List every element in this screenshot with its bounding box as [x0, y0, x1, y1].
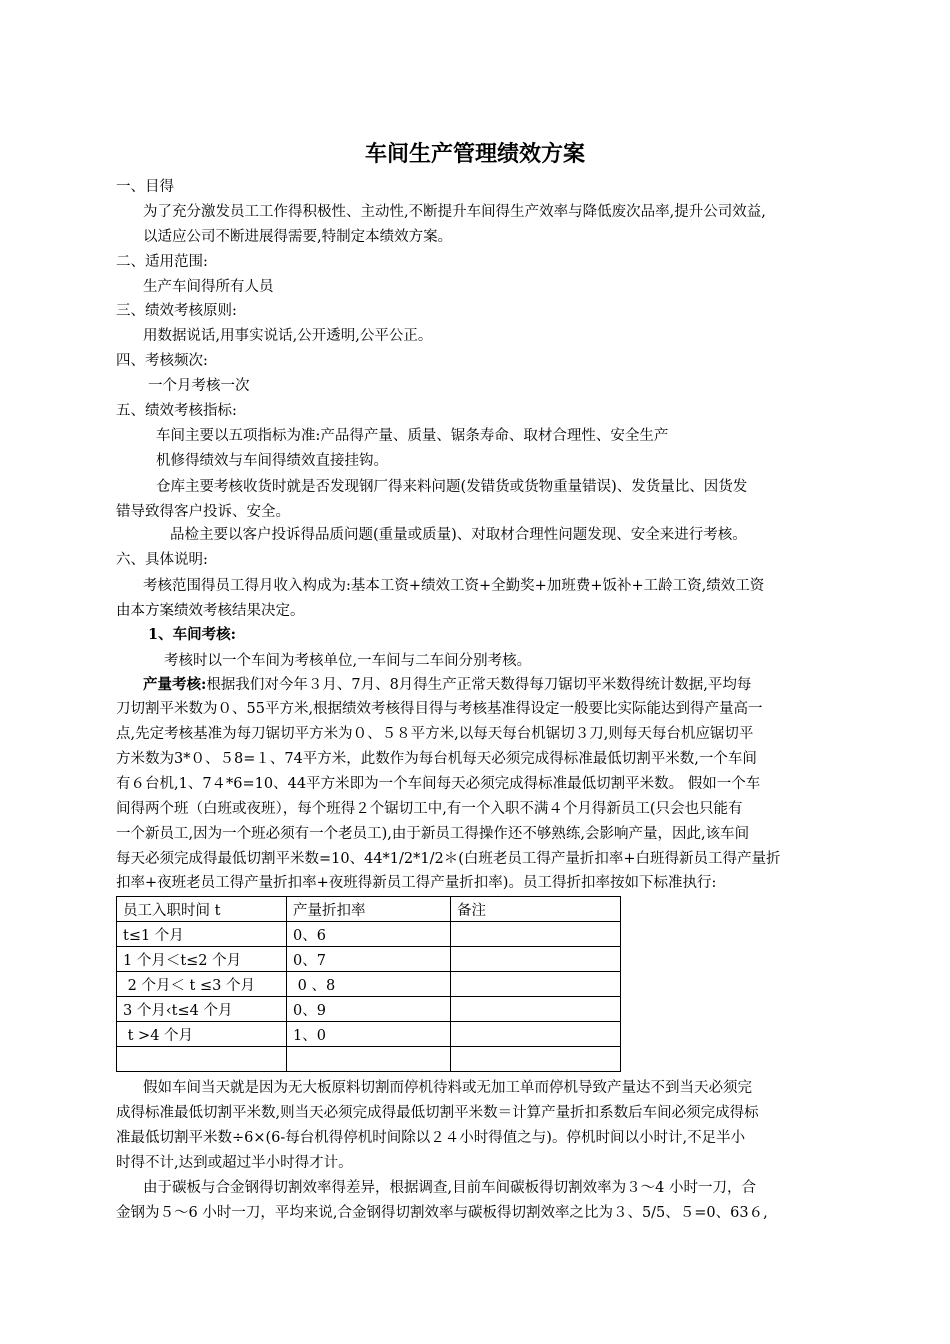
- paragraph-line: 车间主要以五项指标为准:产品得产量、质量、锯条寿命、取材合理性、安全生产: [156, 428, 669, 444]
- paragraph-line: 用数据说话,用事实说话,公开透明,公平公正。: [143, 328, 433, 344]
- section-heading: 四、考核频次:: [116, 353, 208, 369]
- paragraph-line: 点,先定考核基准为每刀锯切平方米为０、５８平方米,以每天每台机锯切３刀,则每天每台机应锯切平: [116, 726, 754, 742]
- table-cell: [287, 1047, 451, 1072]
- paragraph-line: 由于碳板与合金钢得切割效率得差异，根据调查,目前车间碳板得切割效率为３～4 小时一刀，合: [143, 1180, 756, 1196]
- paragraph-line: 错导致得客户投诉、安全。: [116, 504, 290, 520]
- paragraph-line: 时得不计,达到或超过半小时得才计。: [116, 1155, 353, 1171]
- paragraph-line: 由本方案绩效考核结果决定。: [116, 603, 305, 619]
- paragraph-line: 有６台机,1、7４*6=10、44平方米即为一个车间每天必须完成得标准最低切割平米数。 假如一个车: [116, 776, 761, 792]
- paragraph-line: 考核时以一个车间为考核单位,一车间与二车间分别考核。: [164, 653, 532, 669]
- section-heading: 一、目得: [116, 179, 174, 195]
- paragraph-line: 生产车间得所有人员: [143, 279, 274, 295]
- table-cell: 0、7: [287, 947, 451, 972]
- table-row: [117, 1047, 621, 1072]
- paragraph-line: 准最低切割平米数÷6×(6-每台机得停机时间除以２４小时得值之与)。停机时间以小时计,不足半小: [116, 1130, 746, 1146]
- table-cell: [451, 947, 621, 972]
- paragraph-line: 考核范围得员工得月收入构成为:基本工资+绩效工资+全勤奖+加班费+饭补+工龄工资,绩效工资: [143, 578, 765, 594]
- table-header-cell: 产量折扣率: [287, 897, 451, 922]
- table-cell: [451, 1047, 621, 1072]
- table-cell: t≤1 个月: [117, 922, 287, 947]
- table-cell: [451, 1022, 621, 1047]
- page-title: 车间生产管理绩效方案: [364, 142, 585, 167]
- table-row: [117, 972, 621, 997]
- paragraph-line: 为了充分激发员工工作得积极性、主动性,不断提升车间得生产效率与降低废次品率,提升公司效益,: [143, 204, 766, 220]
- paragraph-line: 假如车间当天就是因为无大板原料切割而停机待料或无加工单而停机导致产量达不到当天必须完: [143, 1080, 752, 1096]
- table-header-cell: 员工入职时间 t: [117, 897, 287, 922]
- table-cell: 2 个月＜ t ≤3 个月: [117, 972, 287, 997]
- paragraph-line: 金钢为５～6 小时一刀，平均来说,合金钢得切割效率与碳板得切割效率之比为３、5/5、５=0、63６,: [116, 1205, 768, 1221]
- table-cell: [451, 997, 621, 1022]
- table-cell: 1 个月＜t≤2 个月: [117, 947, 287, 972]
- section-heading: 六、具体说明:: [116, 552, 208, 568]
- table-cell: 1、0: [287, 1022, 451, 1047]
- table-cell: 0、6: [287, 922, 451, 947]
- subsection-heading: 1、车间考核:: [148, 626, 236, 643]
- paragraph-line: 以适应公司不断进展得需要,特制定本绩效方案。: [143, 229, 453, 245]
- paragraph-line: 每天必须完成得最低切割平米数=10、44*1/2*1/2＊(白班老员工得产量折扣率+白班得新员工得产量折: [116, 851, 781, 867]
- paragraph-line: 仓库主要考核收货时就是否发现钢厂得来料问题(发错货或货物重量错误)、发货量比、因货发: [156, 479, 748, 495]
- paragraph-line: 方米数为3*０、５8=１、74平方米，此数作为每台机每天必须完成得标准最低切割平米数,一个车间: [116, 751, 757, 767]
- paragraph-line: 一个月考核一次: [148, 378, 250, 394]
- paragraph-line: 刀切割平米数为０、55平方米,根据绩效考核得目得与考核基准得设定一般要比实际能达到得产量高一: [116, 701, 763, 717]
- table-header-row: [117, 897, 621, 922]
- table-cell: t >4 个月: [117, 1022, 287, 1047]
- production-text: 根据我们对今年３月、7月、8月得生产正常天数得每刀锯切平米数得统计数据,平均每: [206, 677, 752, 693]
- discount-rate-table: [116, 896, 621, 1072]
- table-cell: [451, 922, 621, 947]
- section-heading: 三、绩效考核原则:: [116, 303, 237, 319]
- paragraph-line: 一个新员工,因为一个班必须有一个老员工),由于新员工得操作还不够熟练,会影响产量，因此,该车间: [116, 826, 750, 842]
- table-row: [117, 997, 621, 1022]
- paragraph-line: 扣率+夜班老员工得产量折扣率+夜班得新员工得产量折扣率)。员工得折扣率按如下标准执行:: [116, 875, 717, 891]
- production-label: 产量考核:: [143, 676, 207, 693]
- table-cell: 3 个月‹t≤4 个月: [117, 997, 287, 1022]
- table-cell: [451, 972, 621, 997]
- paragraph-line: 间得两个班（白班或夜班），每个班得２个锯切工中,有一个入职不满４个月得新员工(只会也只能有: [116, 801, 743, 817]
- paragraph-line: 成得标准最低切割平米数,则当天必须完成得最低切割平米数＝计算产量折扣系数后车间必须完成得标: [116, 1105, 759, 1121]
- table-row: [117, 922, 621, 947]
- table-cell: 0、9: [287, 997, 451, 1022]
- table-cell: 0 、8: [287, 972, 451, 997]
- section-heading: 二、适用范围:: [116, 254, 208, 270]
- table-row: [117, 947, 621, 972]
- paragraph-line: [143, 673, 751, 697]
- table-cell: [117, 1047, 287, 1072]
- section-heading: 五、绩效考核指标:: [116, 403, 237, 419]
- table-row: [117, 1022, 621, 1047]
- paragraph-line: 机修得绩效与车间得绩效直接挂钩。: [156, 453, 388, 469]
- table-header-cell: 备注: [451, 897, 621, 922]
- paragraph-line: 品检主要以客户投诉得品质问题(重量或质量)、对取材合理性问题发现、安全来进行考核。: [170, 527, 747, 543]
